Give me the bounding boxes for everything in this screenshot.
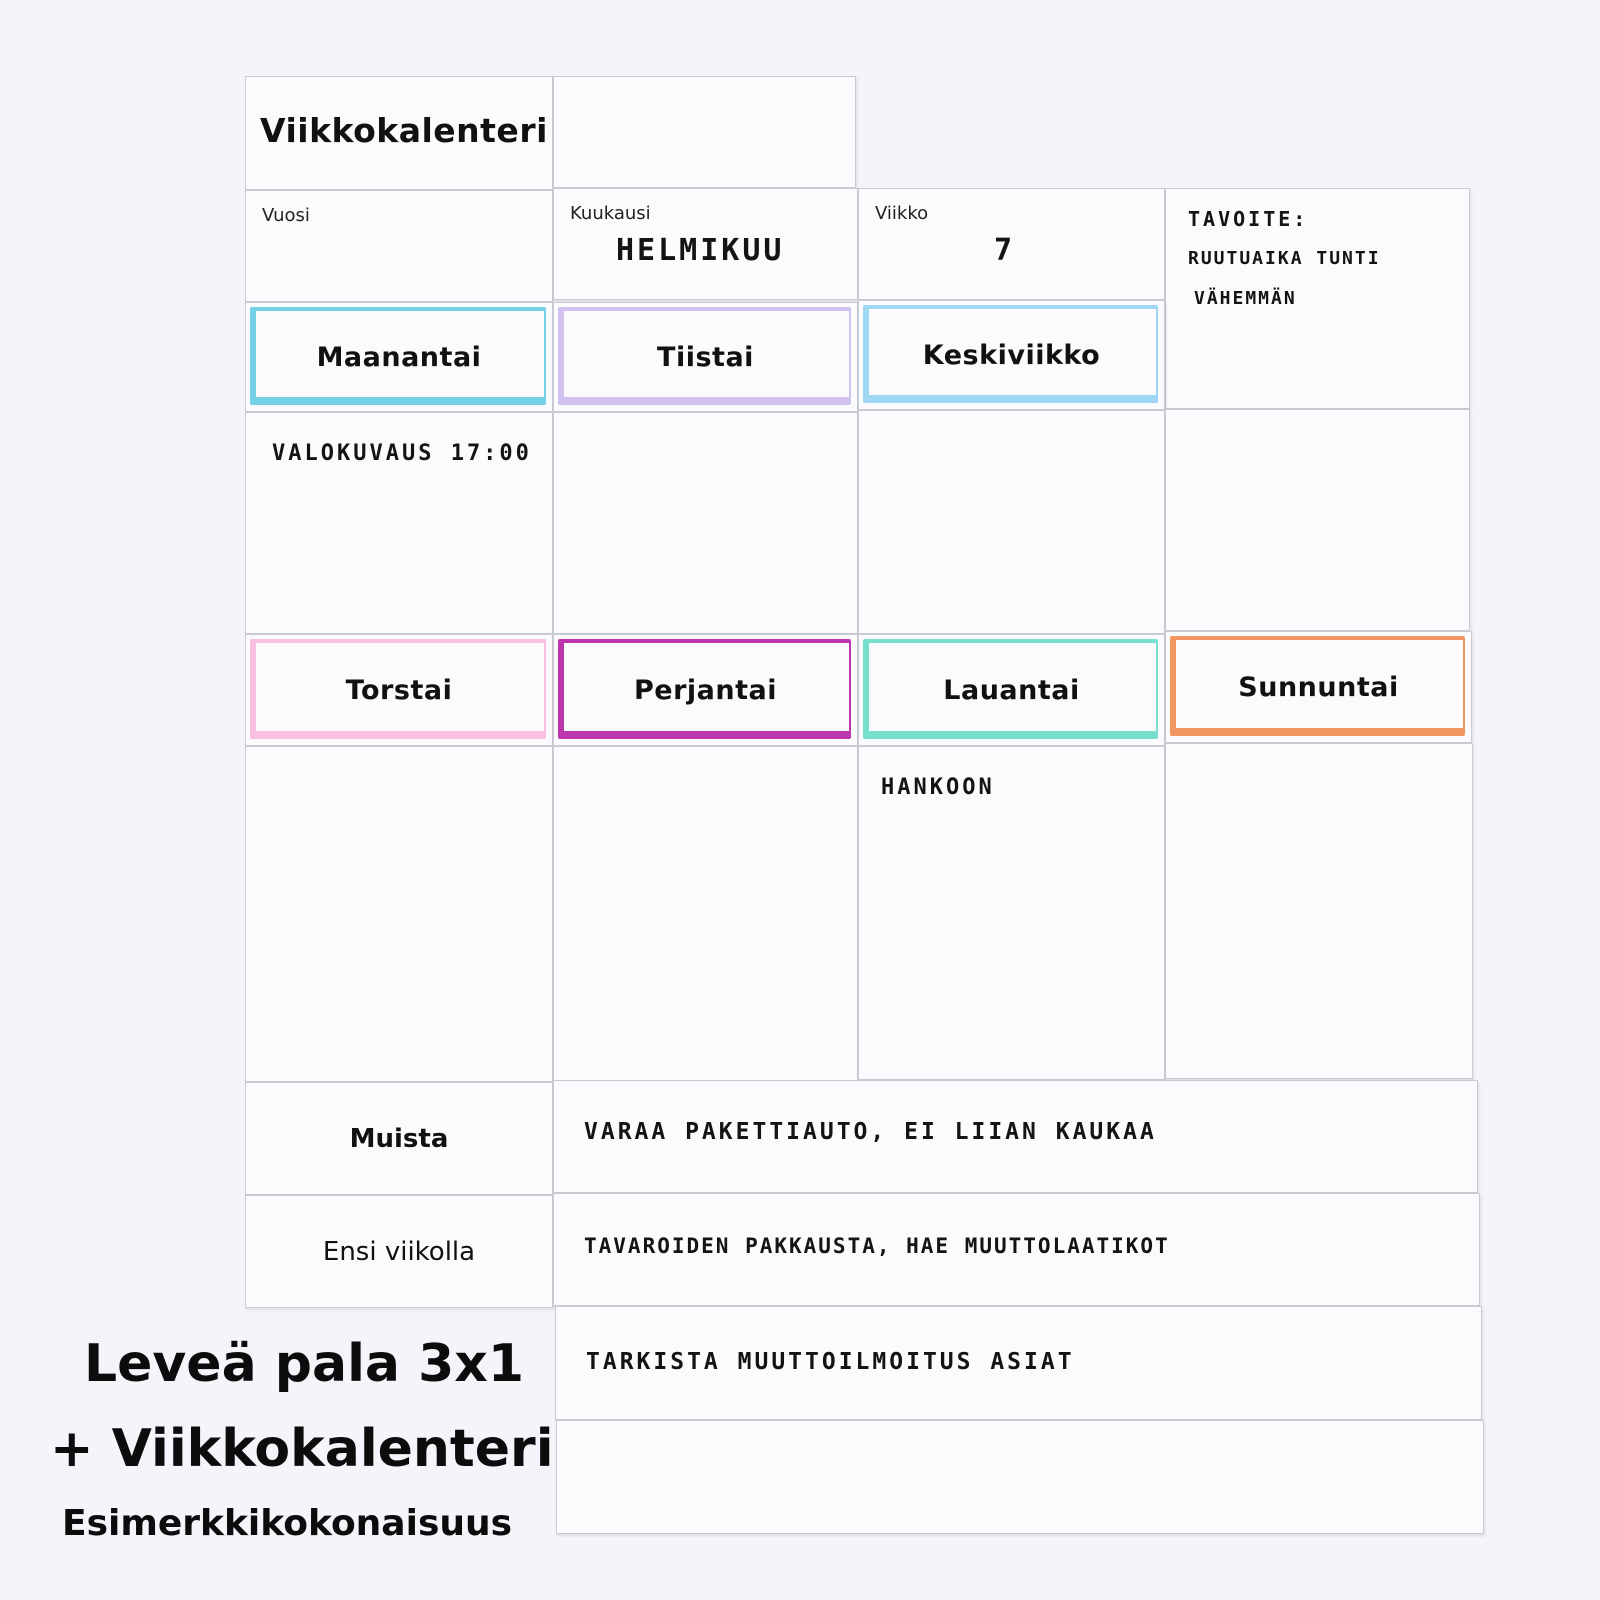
goal-line: TAVOITE: bbox=[1188, 207, 1309, 231]
day-label: Lauantai bbox=[943, 674, 1080, 706]
extra-text-card bbox=[555, 1306, 1482, 1420]
caption-line-3: Esimerkkikokonaisuus bbox=[62, 1503, 513, 1544]
empty-row-card bbox=[556, 1420, 1484, 1534]
day-body-monday bbox=[245, 412, 553, 634]
day-body-wednesday bbox=[858, 410, 1165, 634]
calendar-title: Viikkokalenteri bbox=[260, 111, 548, 150]
month-card bbox=[553, 188, 858, 300]
day-label: Maanantai bbox=[316, 341, 482, 373]
day-header-monday bbox=[245, 302, 553, 412]
next-week-label: Ensi viikolla bbox=[322, 1236, 476, 1267]
day-label: Keskiviikko bbox=[922, 339, 1101, 371]
extra-text: TARKISTA MUUTTOILMOITUS ASIAT bbox=[586, 1349, 1075, 1375]
day-header-thursday bbox=[245, 634, 553, 746]
day-header-tuesday bbox=[553, 302, 858, 412]
day-body-saturday bbox=[858, 746, 1165, 1080]
day-body-sunday bbox=[1165, 743, 1473, 1079]
notes-card bbox=[1165, 409, 1470, 631]
day-note: VALOKUVAUS 17:00 bbox=[272, 441, 532, 466]
day-label: Perjantai bbox=[634, 674, 777, 706]
blank-header-card bbox=[553, 76, 856, 188]
day-label: Tiistai bbox=[657, 341, 754, 373]
week-value: 7 bbox=[994, 233, 1016, 268]
week-card bbox=[858, 188, 1165, 300]
day-label: Sunnuntai bbox=[1238, 671, 1399, 703]
remember-label: Muista bbox=[349, 1123, 449, 1154]
next-week-text: TAVAROIDEN PAKKAUSTA, HAE MUUTTOLAATIKOT bbox=[584, 1234, 1170, 1258]
day-body-friday bbox=[553, 746, 858, 1082]
day-body-tuesday bbox=[553, 412, 858, 634]
day-body-thursday bbox=[245, 746, 553, 1082]
month-label: Kuukausi bbox=[570, 203, 651, 224]
goal-line: VÄHEMMÄN bbox=[1194, 288, 1297, 309]
caption-line-2: + Viikkokalenteri bbox=[50, 1419, 554, 1479]
next-week-text-card bbox=[553, 1193, 1480, 1306]
caption-line-1: Leveä pala 3x1 bbox=[84, 1334, 524, 1394]
goal-line: RUUTUAIKA TUNTI bbox=[1188, 248, 1381, 269]
day-header-friday bbox=[553, 634, 858, 746]
goal-card bbox=[1165, 188, 1470, 409]
day-header-saturday bbox=[858, 634, 1165, 746]
remember-text-card bbox=[553, 1080, 1478, 1193]
year-card bbox=[245, 190, 553, 302]
week-label: Viikko bbox=[875, 203, 929, 224]
year-label: Vuosi bbox=[262, 205, 310, 226]
calendar-title-card bbox=[245, 76, 553, 190]
next-week-label-card bbox=[245, 1195, 553, 1308]
remember-text: VARAA PAKETTIAUTO, EI LIIAN KAUKAA bbox=[584, 1119, 1157, 1145]
remember-label-card bbox=[245, 1082, 553, 1195]
day-header-wednesday bbox=[858, 300, 1165, 410]
day-label: Torstai bbox=[345, 674, 453, 706]
day-note: HANKOON bbox=[881, 775, 995, 800]
day-header-sunday bbox=[1165, 631, 1472, 743]
month-value: HELMIKUU bbox=[616, 233, 785, 268]
